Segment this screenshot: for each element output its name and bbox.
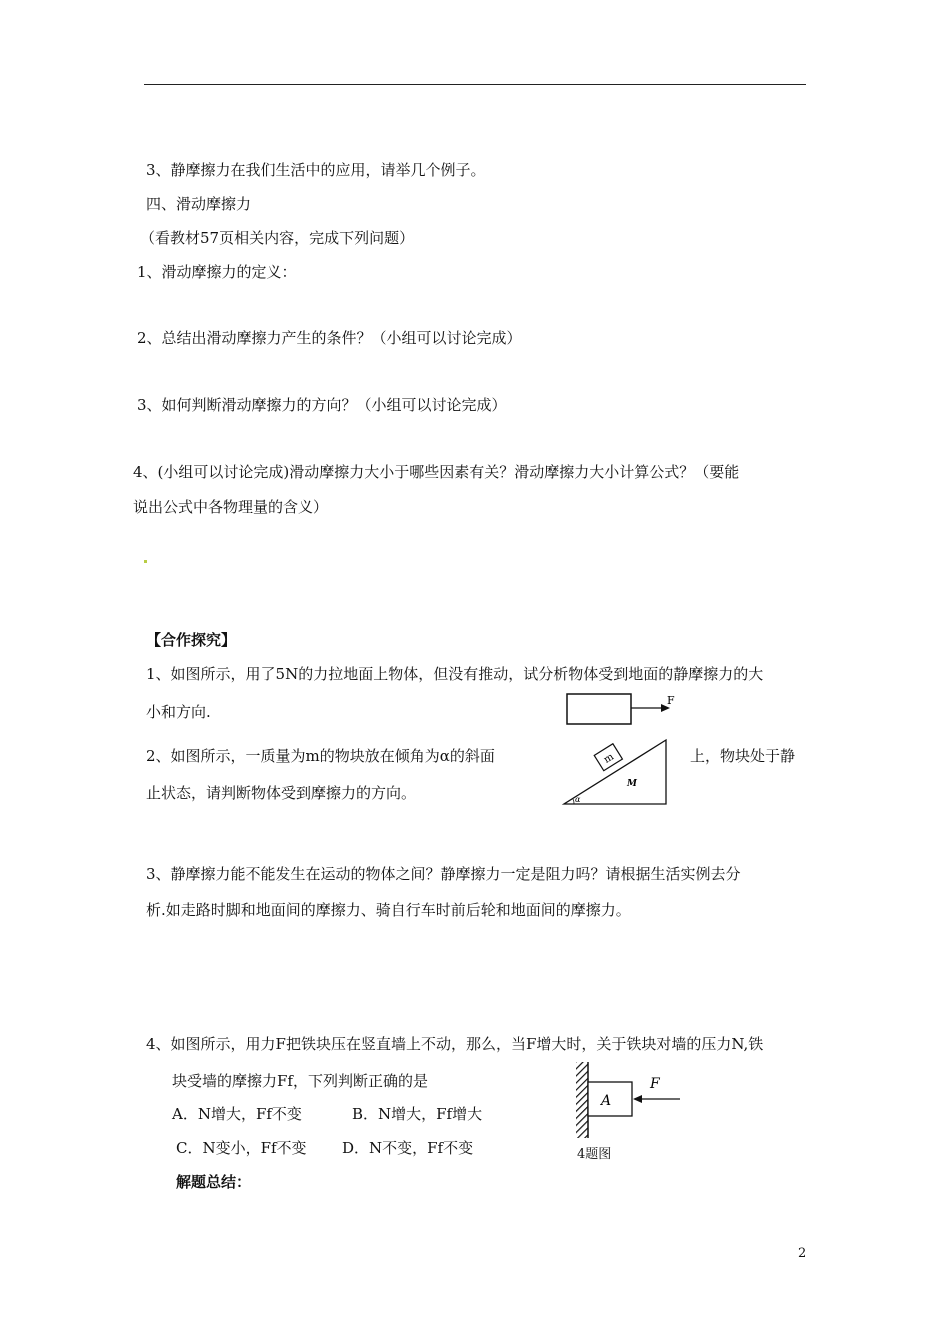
coop-heading: 【合作探究】 bbox=[146, 631, 237, 649]
stray-mark bbox=[144, 560, 147, 563]
coop-p4-line1: 4、如图所示，用力F把铁块压在竖直墙上不动，那么，当F增大时，关于铁块对墙的压力N,铁 bbox=[146, 1035, 764, 1053]
sliding-friction-q4-line2: 说出公式中各物理量的含义） bbox=[133, 498, 329, 516]
fig2-wedge-label: M bbox=[627, 779, 637, 789]
figure-wall-block bbox=[570, 1060, 690, 1142]
fig4-wall-hatching bbox=[576, 1062, 588, 1138]
figure-box-pulled bbox=[560, 690, 690, 732]
solution-summary-label: 解题总结： bbox=[176, 1173, 252, 1191]
fig1-force-label: F bbox=[667, 694, 675, 707]
fig2-angle-label: α bbox=[575, 795, 581, 804]
coop-p2-line2: 止状态，请判断物体受到摩擦力的方向。 bbox=[146, 784, 417, 802]
sliding-friction-q1: 1、滑动摩擦力的定义： bbox=[137, 263, 297, 281]
sliding-friction-q3: 3、如何判断滑动摩擦力的方向？（小组可以讨论完成） bbox=[137, 396, 507, 414]
coop-p1-line2: 小和方向. bbox=[146, 703, 211, 721]
fig4-block-label: A bbox=[601, 1093, 612, 1109]
section-heading-sliding-friction: 四、滑动摩擦力 bbox=[146, 195, 252, 213]
figure-incline bbox=[556, 734, 676, 808]
fig2-block-label: m bbox=[601, 751, 616, 766]
option-b: B．N增大，Ff增大 bbox=[352, 1105, 483, 1123]
coop-p2-part1: 2、如图所示，一质量为m的物块放在倾角为α的斜面 bbox=[146, 747, 495, 765]
option-c: C．N变小，Ff不变 bbox=[176, 1139, 307, 1157]
fig4-force-label: F bbox=[650, 1076, 660, 1092]
coop-p4-line2: 块受墙的摩擦力Ff，下列判断正确的是 bbox=[172, 1072, 428, 1090]
header-rule bbox=[144, 84, 806, 85]
coop-p3-line1: 3、静摩擦力能不能发生在运动的物体之间？静摩擦力一定是阻力吗？请根据生活实例去分 bbox=[146, 865, 741, 883]
static-friction-q3: 3、静摩擦力在我们生活中的应用，请举几个例子。 bbox=[146, 161, 486, 179]
page-number: 2 bbox=[798, 1246, 807, 1261]
option-a: A．N增大，Ff不变 bbox=[172, 1105, 302, 1123]
sliding-friction-q4-line1: 4、(小组可以讨论完成)滑动摩擦力大小于哪些因素有关？滑动摩擦力大小计算公式？（要能 bbox=[133, 463, 740, 481]
coop-p1-line1: 1、如图所示，用了5N的力拉地面上物体，但没有推动，试分析物体受到地面的静摩擦力的大 bbox=[146, 665, 764, 683]
textbook-note: （看教材57页相关内容，完成下列问题） bbox=[140, 229, 415, 247]
option-d: D．N不变，Ff不变 bbox=[342, 1139, 474, 1157]
coop-p2-part2: 上，物块处于静 bbox=[690, 747, 796, 765]
coop-p3-line2: 析.如走路时脚和地面间的摩擦力、骑自行车时前后轮和地面间的摩擦力。 bbox=[146, 901, 631, 919]
fig1-box bbox=[567, 694, 631, 724]
fig4-caption: 4题图 bbox=[577, 1147, 612, 1162]
sliding-friction-q2: 2、总结出滑动摩擦力产生的条件？（小组可以讨论完成） bbox=[137, 329, 522, 347]
